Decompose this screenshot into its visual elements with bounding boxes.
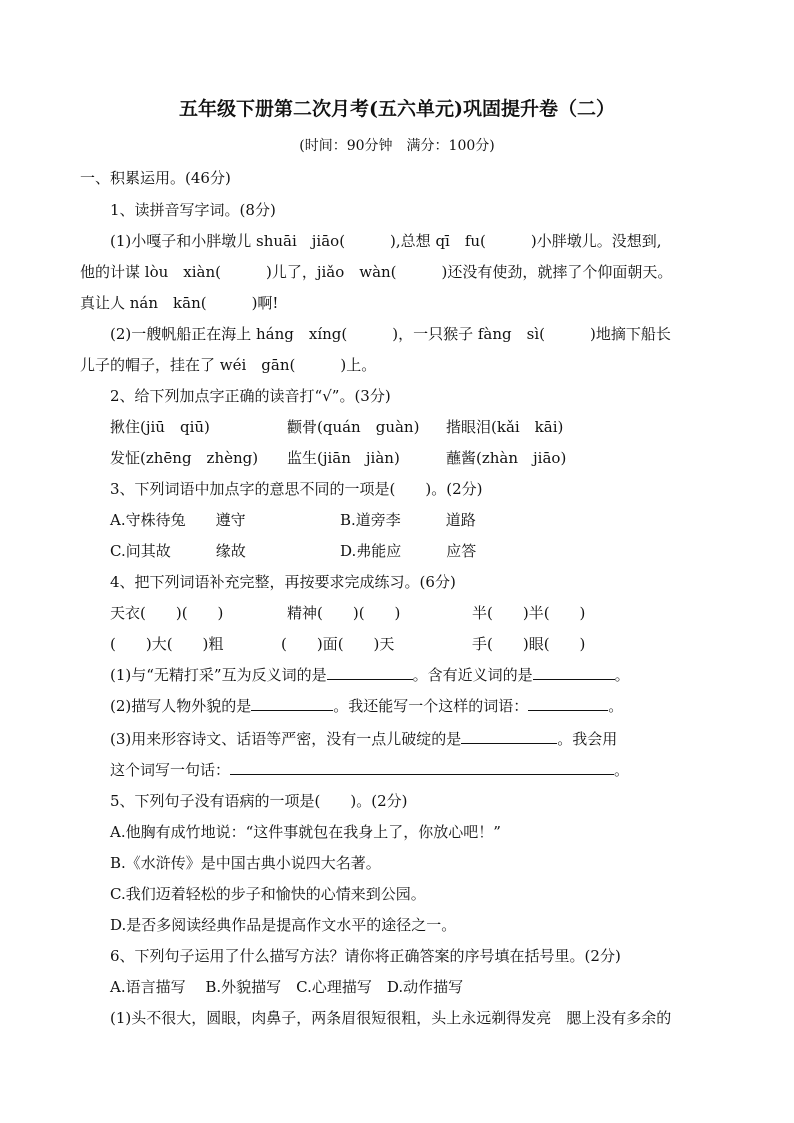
option-c: C.问其故 缘故 [110,542,246,560]
option-a: A.他胸有成竹地说：“这件事就包在我身上了，你放心吧！” [110,823,501,841]
question-4-label: 4、把下列词语补充完整，再按要求完成练习。(6分) [110,573,456,591]
idiom-blank: 半( )半( ) [472,604,586,622]
question-1-label: 1、读拼音写字词。(8分) [110,201,276,219]
idiom-blank: 手( )眼( ) [472,635,586,653]
option-c: C.我们迈着轻松的步子和愉快的心情来到公园。 [110,885,426,903]
question-4-sub-1: (1)与“无精打采”互为反义词的是 。含有近义词的是 。 [110,666,630,684]
question-5-label: 5、下列句子没有语病的一项是( )。(2分) [110,792,408,810]
pinyin-choice: 监生(jiān jiàn) [287,449,400,467]
question-4-sub-3: (3)用来形容诗文、话语等严密，没有一点儿破绽的是 。我会用 [110,730,618,748]
exam-subtitle: (时间：90分钟 满分：100分) [299,138,495,154]
pinyin-choice: 揩眼泪(kǎi kāi) [446,418,564,436]
question-3-label: 3、下列词语中加点字的意思不同的一项是( )。(2分) [110,480,483,498]
answer-blank[interactable] [251,696,333,711]
question-2-label: 2、给下列加点字正确的读音打“√”。(3分) [110,387,391,405]
question-1-text: 真让人 nán kān( )啊! [80,294,279,312]
question-4-sub-3-cont: 这个词写一句话： 。 [110,761,630,779]
pinyin-choice: 揪住(jiū qiū) [110,418,210,436]
question-1-text: (2)一艘帆船正在海上 háng xíng( )，一只猴子 fàng sì( )地摘下船长 [110,325,671,343]
answer-blank[interactable] [528,696,608,711]
answer-blank[interactable] [533,665,615,680]
idiom-blank: ( )面( )天 [281,635,395,653]
page-title: 五年级下册第二次月考(五六单元)巩固提升卷（二） [179,98,615,120]
pinyin-choice: 颧骨(quán guàn) [287,418,420,436]
option-a: A.守株待兔 遵守 [110,511,246,529]
option-d: D.弗能应 应答 [340,542,477,560]
option-b: B.《水浒传》是中国古典小说四大名著。 [110,854,381,872]
idiom-blank: 天衣( )( ) [110,604,224,622]
option-d: D.是否多阅读经典作品是提高作文水平的途径之一。 [110,916,457,934]
pinyin-choice: 发怔(zhēng zhèng) [110,449,259,467]
question-6-label: 6、下列句子运用了什么描写方法？请你将正确答案的序号填在括号里。(2分) [110,947,621,965]
answer-blank[interactable] [327,665,413,680]
question-6-sub-1: (1)头不很大，圆眼，肉鼻子，两条眉很短很粗，头上永远剃得发亮 腮上没有多余的 [110,1009,672,1027]
question-1-text: 他的计谋 lòu xiàn( )儿了，jiǎo wàn( )还没有使劲，就摔了个仰面朝天。 [80,263,673,281]
question-1-text: 儿子的帽子，挂在了 wéi gān( )上。 [80,356,377,374]
idiom-blank: 精神( )( ) [287,604,401,622]
question-4-sub-2: (2)描写人物外貌的是 。我还能写一个这样的词语： 。 [110,697,624,715]
answer-blank[interactable] [230,760,614,775]
question-1-text: (1)小嘎子和小胖墩儿 shuāi jiāo( ),总想 qī fu( )小胖墩儿。没想到, [110,232,662,250]
option-b: B.道旁李 道路 [340,511,476,529]
answer-blank[interactable] [461,729,557,744]
question-6-options: A.语言描写 B.外貌描写 C.心理描写 D.动作描写 [110,978,464,996]
pinyin-choice: 蘸酱(zhàn jiāo) [446,449,567,467]
section-heading: 一、积累运用。(46分) [80,169,231,187]
idiom-blank: ( )大( )粗 [110,635,224,653]
